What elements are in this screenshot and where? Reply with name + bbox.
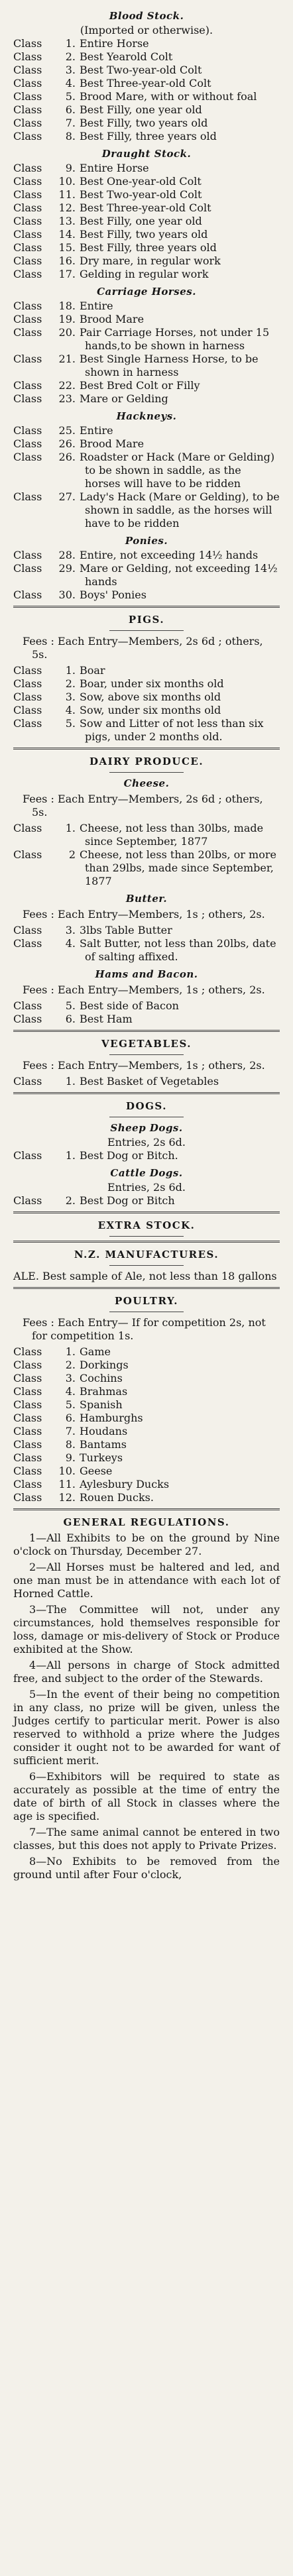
class-number: 8. xyxy=(65,130,76,142)
class-row xyxy=(13,1359,280,1372)
class-description: Best Dog or Bitch xyxy=(80,1194,175,1207)
class-label: Class xyxy=(13,392,42,405)
class-description: Game xyxy=(80,1345,111,1358)
schedule-section xyxy=(13,285,280,406)
class-row xyxy=(13,1385,280,1398)
schedule-section xyxy=(13,1241,280,1283)
class-row xyxy=(13,392,280,406)
class-label: Class xyxy=(13,64,42,76)
class-description: Aylesbury Ducks xyxy=(80,1478,170,1490)
class-label: Class xyxy=(13,490,42,503)
class-description: Brood Mare, with or without foal xyxy=(80,90,257,103)
class-label: Class xyxy=(13,1359,42,1371)
class-row xyxy=(13,937,280,964)
class-label: Class xyxy=(13,1478,42,1490)
class-description: Entire Horse xyxy=(80,37,149,50)
schedule-section xyxy=(13,1121,280,1162)
section-heading: VEGETABLES. xyxy=(101,1038,192,1050)
class-description: Best Filly, two years old xyxy=(80,228,208,241)
class-number: 10. xyxy=(58,1465,76,1477)
class-number: 26. xyxy=(58,451,76,463)
class-number: 13. xyxy=(58,215,76,227)
class-number: 15. xyxy=(58,241,76,254)
entry-fees: Fees : Each Entry—Members, 2s 6d ; others, 5s. xyxy=(23,793,263,818)
schedule-section xyxy=(13,892,280,964)
class-number: 9. xyxy=(65,162,76,174)
class-number: 30. xyxy=(58,588,76,601)
class-number: 3. xyxy=(65,691,76,703)
class-number: 22. xyxy=(58,379,76,392)
section-note: (Imported or otherwise). xyxy=(80,24,213,36)
class-number: 19. xyxy=(58,313,76,325)
class-label: Class xyxy=(13,1149,42,1162)
class-row xyxy=(13,704,280,717)
class-row xyxy=(13,677,280,691)
class-label: Class xyxy=(13,1194,42,1207)
class-row xyxy=(13,188,280,201)
heading-rule xyxy=(109,1054,184,1055)
entry-fees: Fees : Each Entry— If for competition 2s, not for competition 1s. xyxy=(23,1316,266,1342)
class-row xyxy=(13,1478,280,1491)
class-row xyxy=(13,490,280,530)
subsection-heading: Ponies. xyxy=(125,535,168,547)
class-description: Roadster or Hack (Mare or Gelding) to be shown in saddle, as the horses will have to be ridden xyxy=(80,451,275,490)
class-row xyxy=(13,201,280,215)
subsection-heading: Butter. xyxy=(125,893,168,905)
class-label: Class xyxy=(13,848,42,861)
class-row xyxy=(13,717,280,744)
subsection-heading: Blood Stock. xyxy=(109,10,184,22)
class-description: Rouen Ducks. xyxy=(80,1491,154,1504)
class-number: 1. xyxy=(65,1345,76,1358)
class-number: 1. xyxy=(65,37,76,50)
class-description: Best Bred Colt or Filly xyxy=(80,379,200,392)
regulation-paragraph: 4—All persons in charge of Stock admitted free, and subject to the order of the Stewards. xyxy=(13,1659,280,1685)
class-label: Class xyxy=(13,704,42,716)
class-label: Class xyxy=(13,215,42,227)
class-row xyxy=(13,117,280,130)
class-description: Cheese, not less than 30lbs, made since September, 1877 xyxy=(80,822,264,848)
class-label: Class xyxy=(13,562,42,575)
class-number: 21. xyxy=(58,353,76,365)
section-heading: POULTRY. xyxy=(115,1295,178,1307)
class-label: Class xyxy=(13,313,42,325)
class-number: 2. xyxy=(65,1194,76,1207)
class-row xyxy=(13,130,280,143)
class-row xyxy=(13,1372,280,1385)
class-label: Class xyxy=(13,677,42,690)
section-rule xyxy=(13,1508,280,1510)
class-label: Class xyxy=(13,1398,42,1411)
class-description: Brood Mare xyxy=(80,437,145,450)
class-description: Boys' Ponies xyxy=(80,588,146,601)
subsection-heading: Sheep Dogs. xyxy=(110,1122,183,1134)
class-row xyxy=(13,1491,280,1504)
general-regulations xyxy=(13,1508,280,1881)
subsection-heading: Hams and Bacon. xyxy=(95,968,198,980)
regulation-paragraph: 1—All Exhibits to be on the ground by Nine o'clock on Thursday, December 27. xyxy=(13,1532,280,1557)
class-number: 11. xyxy=(58,188,76,201)
class-number: 2 xyxy=(68,848,76,861)
section-rule xyxy=(13,748,280,750)
class-number: 1. xyxy=(65,1075,76,1088)
class-label: Class xyxy=(13,353,42,365)
class-label: Class xyxy=(13,1075,42,1088)
section-rule xyxy=(13,1287,280,1289)
class-row xyxy=(13,103,280,117)
class-number: 28. xyxy=(58,549,76,561)
section-heading: N.Z. MANUFACTURES. xyxy=(74,1249,219,1260)
class-row xyxy=(13,37,280,50)
class-number: 3. xyxy=(65,1372,76,1384)
class-number: 12. xyxy=(58,1491,76,1504)
class-description: Best Filly, three years old xyxy=(80,241,217,254)
class-row xyxy=(13,1075,280,1088)
class-label: Class xyxy=(13,254,42,267)
schedule-section xyxy=(13,1166,280,1207)
class-description: Entire Horse xyxy=(80,162,149,174)
class-number: 3. xyxy=(65,924,76,936)
section-note: Entries, 2s 6d. xyxy=(107,1181,186,1194)
class-label: Class xyxy=(13,117,42,129)
class-label: Class xyxy=(13,1465,42,1477)
section-heading: DAIRY PRODUCE. xyxy=(89,756,204,767)
class-number: 4. xyxy=(65,1385,76,1398)
class-description: Hamburghs xyxy=(80,1412,143,1424)
class-label: Class xyxy=(13,50,42,63)
class-row xyxy=(13,1412,280,1425)
schedule-section xyxy=(13,748,280,773)
schedule-section xyxy=(13,1287,280,1504)
schedule-section xyxy=(13,1211,280,1237)
entry-fees: Fees : Each Entry—Members, 1s ; others, 2s. xyxy=(23,908,265,921)
class-number: 12. xyxy=(58,201,76,214)
class-description: Geese xyxy=(80,1465,113,1477)
class-number: 1. xyxy=(65,822,76,834)
class-row xyxy=(13,268,280,281)
class-description: Sow, above six months old xyxy=(80,691,221,703)
class-label: Class xyxy=(13,1438,42,1451)
class-number: 23. xyxy=(58,392,76,405)
class-number: 18. xyxy=(58,300,76,312)
class-description: Brahmas xyxy=(80,1385,128,1398)
heading-rule xyxy=(109,1265,184,1266)
class-label: Class xyxy=(13,1451,42,1464)
class-row xyxy=(13,254,280,268)
class-label: Class xyxy=(13,822,42,834)
class-description: Best Filly, one year old xyxy=(80,215,202,227)
class-description: Gelding in regular work xyxy=(80,268,209,280)
class-description: Best side of Bacon xyxy=(80,999,179,1012)
class-label: Class xyxy=(13,268,42,280)
class-label: Class xyxy=(13,201,42,214)
subsection-heading: Hackneys. xyxy=(116,410,177,422)
class-label: Class xyxy=(13,103,42,116)
class-label: Class xyxy=(13,90,42,103)
class-description: Boar xyxy=(80,664,105,677)
class-description: Best Yearold Colt xyxy=(80,50,173,63)
heading-rule xyxy=(109,1236,184,1237)
subsection-heading: Carriage Horses. xyxy=(97,286,196,298)
class-description: Bantams xyxy=(80,1438,127,1451)
class-number: 11. xyxy=(58,1478,76,1490)
class-row xyxy=(13,175,280,188)
schedule-section xyxy=(13,147,280,281)
class-row xyxy=(13,90,280,103)
class-description: Best Filly, three years old xyxy=(80,130,217,142)
class-row xyxy=(13,162,280,175)
subsection-heading: Cattle Dogs. xyxy=(110,1167,183,1179)
class-description: Best Single Harness Horse, to be shown in harness xyxy=(80,353,259,378)
class-row xyxy=(13,228,280,241)
schedule-section xyxy=(13,1092,280,1117)
section-rule xyxy=(13,1030,280,1032)
class-row xyxy=(13,300,280,313)
section-heading: EXTRA STOCK. xyxy=(97,1219,196,1231)
class-label: Class xyxy=(13,717,42,730)
class-label: Class xyxy=(13,300,42,312)
class-row xyxy=(13,562,280,588)
class-row xyxy=(13,691,280,704)
class-description: Cheese, not less than 20lbs, or more than 29lbs, made since September, 1877 xyxy=(80,848,276,887)
class-description: Best Basket of Vegetables xyxy=(80,1075,219,1088)
class-number: 6. xyxy=(65,103,76,116)
class-description: Best Two-year-old Colt xyxy=(80,64,202,76)
schedule-section xyxy=(13,777,280,888)
class-label: Class xyxy=(13,1372,42,1384)
class-description: Best Filly, two years old xyxy=(80,117,208,129)
class-label: Class xyxy=(13,130,42,142)
section-rule xyxy=(13,1241,280,1243)
class-number: 1. xyxy=(65,1149,76,1162)
class-number: 5. xyxy=(65,999,76,1012)
class-description: Lady's Hack (Mare or Gelding), to be shown in saddle, as the horses will have to be ridden xyxy=(80,490,280,530)
class-description: Spanish xyxy=(80,1398,123,1411)
class-label: Class xyxy=(13,937,42,950)
section-note: Entries, 2s 6d. xyxy=(107,1136,186,1148)
class-description: Best Ham xyxy=(80,1013,133,1025)
schedule-section xyxy=(13,968,280,1026)
regulations-heading: GENERAL REGULATIONS. xyxy=(63,1516,230,1528)
class-row xyxy=(13,1438,280,1451)
class-label: Class xyxy=(13,424,42,437)
class-row xyxy=(13,588,280,602)
class-row xyxy=(13,549,280,562)
class-number: 4. xyxy=(65,704,76,716)
entry-fees: Fees : Each Entry—Members, 1s ; others, 2s. xyxy=(23,983,265,996)
class-description: Best One-year-old Colt xyxy=(80,175,202,188)
class-description: Entire, not exceeding 14½ hands xyxy=(80,549,259,561)
class-row xyxy=(13,326,280,353)
class-row xyxy=(13,848,280,888)
class-label: Class xyxy=(13,588,42,601)
class-number: 6. xyxy=(65,1412,76,1424)
section-heading: DOGS. xyxy=(126,1100,167,1112)
regulation-paragraph: 5—In the event of their being no competition in any class, no prize will be given, unless the Judges certify to particular merit. Power is also reserved to withhold a prize where the Judges consider it ought not to be awarded for want of sufficient merit. xyxy=(13,1688,280,1767)
class-row xyxy=(13,241,280,254)
class-number: 2. xyxy=(65,50,76,63)
class-number: 27. xyxy=(58,490,76,503)
class-number: 7. xyxy=(65,117,76,129)
ale-entry: ALE. Best sample of Ale, not less than 18 gallons xyxy=(13,1270,277,1282)
class-row xyxy=(13,1194,280,1207)
class-label: Class xyxy=(13,1385,42,1398)
class-description: Entire xyxy=(80,424,113,437)
schedule-section xyxy=(13,606,280,744)
class-row xyxy=(13,1149,280,1162)
class-number: 1. xyxy=(65,664,76,677)
subsection-heading: Draught Stock. xyxy=(101,148,192,160)
class-row xyxy=(13,50,280,64)
class-label: Class xyxy=(13,1013,42,1025)
class-row xyxy=(13,1398,280,1412)
regulation-paragraph: 8—No Exhibits to be removed from the ground until after Four o'clock, xyxy=(13,1855,280,1881)
class-row xyxy=(13,1345,280,1359)
class-number: 2. xyxy=(65,677,76,690)
class-label: Class xyxy=(13,188,42,201)
class-label: Class xyxy=(13,549,42,561)
class-row xyxy=(13,1013,280,1026)
class-number: 14. xyxy=(58,228,76,241)
class-number: 5. xyxy=(65,717,76,730)
class-number: 20. xyxy=(58,326,76,339)
class-number: 2. xyxy=(65,1359,76,1371)
class-description: Mare or Gelding, not exceeding 14½ hands xyxy=(80,562,278,588)
class-description: Best Filly, one year old xyxy=(80,103,202,116)
class-row xyxy=(13,664,280,677)
class-label: Class xyxy=(13,228,42,241)
class-row xyxy=(13,1451,280,1465)
section-rule xyxy=(13,1092,280,1094)
class-row xyxy=(13,77,280,90)
class-description: Houdans xyxy=(80,1425,128,1437)
class-number: 3. xyxy=(65,64,76,76)
schedule-section xyxy=(13,1030,280,1088)
class-number: 9. xyxy=(65,1451,76,1464)
regulation-paragraph: 6—Exhibitors will be required to state as accurately as possible at the time of entry the date of birth of all Stock in classes where the age is specified. xyxy=(13,1770,280,1822)
class-description: Best Dog or Bitch. xyxy=(80,1149,178,1162)
class-description: Sow, under six months old xyxy=(80,704,221,716)
class-number: 5. xyxy=(65,1398,76,1411)
class-number: 17. xyxy=(58,268,76,280)
class-label: Class xyxy=(13,379,42,392)
heading-rule xyxy=(109,772,184,773)
class-description: Entire xyxy=(80,300,113,312)
class-description: Best Three-year-old Colt xyxy=(80,201,211,214)
regulation-paragraph: 7—The same animal cannot be entered in two classes, but this does not apply to Private Prizes. xyxy=(13,1826,280,1852)
class-label: Class xyxy=(13,37,42,50)
class-description: Boar, under six months old xyxy=(80,677,224,690)
class-number: 10. xyxy=(58,175,76,188)
class-label: Class xyxy=(13,326,42,339)
class-row xyxy=(13,379,280,392)
class-row xyxy=(13,313,280,326)
class-number: 29. xyxy=(58,562,76,575)
class-row xyxy=(13,924,280,937)
entry-fees: Fees : Each Entry—Members, 1s ; others, 2s. xyxy=(23,1059,265,1072)
section-rule xyxy=(13,1211,280,1213)
class-number: 25. xyxy=(58,424,76,437)
class-number: 7. xyxy=(65,1425,76,1437)
class-label: Class xyxy=(13,664,42,677)
schedule-section xyxy=(13,534,280,602)
class-description: Mare or Gelding xyxy=(80,392,168,405)
class-description: Best Two-year-old Colt xyxy=(80,188,202,201)
class-label: Class xyxy=(13,1345,42,1358)
class-description: Sow and Litter of not less than six pigs, under 2 months old. xyxy=(80,717,264,743)
class-row xyxy=(13,64,280,77)
class-label: Class xyxy=(13,1412,42,1424)
class-label: Class xyxy=(13,691,42,703)
section-heading: PIGS. xyxy=(128,614,165,626)
class-description: Pair Carriage Horses, not under 15 hands,to be shown in harness xyxy=(80,326,270,352)
class-number: 6. xyxy=(65,1013,76,1025)
class-description: Dorkings xyxy=(80,1359,129,1371)
class-number: 4. xyxy=(65,77,76,89)
class-number: 8. xyxy=(65,1438,76,1451)
class-description: Brood Mare xyxy=(80,313,145,325)
class-number: 4. xyxy=(65,937,76,950)
schedule-section xyxy=(13,9,280,143)
class-number: 5. xyxy=(65,90,76,103)
regulation-paragraph: 2—All Horses must be haltered and led, and one man must be in attendance with each lot of Horned Cattle. xyxy=(13,1561,280,1600)
class-number: 16. xyxy=(58,254,76,267)
regulation-paragraph: 3—The Committee will not, under any circumstances, hold themselves responsible for loss, damage or mis-delivery of Stock or Produce exhibited at the Show. xyxy=(13,1603,280,1655)
class-description: Salt Butter, not less than 20lbs, date of salting affixed. xyxy=(80,937,276,963)
class-description: Best Three-year-old Colt xyxy=(80,77,211,89)
class-label: Class xyxy=(13,451,42,463)
class-description: Cochins xyxy=(80,1372,123,1384)
class-label: Class xyxy=(13,924,42,936)
entry-fees: Fees : Each Entry—Members, 2s 6d ; others, 5s. xyxy=(23,635,263,661)
class-label: Class xyxy=(13,77,42,89)
class-label: Class xyxy=(13,437,42,450)
class-row xyxy=(13,451,280,490)
subsection-heading: Cheese. xyxy=(123,777,170,789)
class-row xyxy=(13,424,280,437)
class-label: Class xyxy=(13,1491,42,1504)
class-description: 3lbs Table Butter xyxy=(80,924,172,936)
class-row xyxy=(13,822,280,848)
heading-rule xyxy=(109,630,184,631)
class-label: Class xyxy=(13,1425,42,1437)
class-description: Turkeys xyxy=(80,1451,123,1464)
class-label: Class xyxy=(13,175,42,188)
class-row xyxy=(13,1465,280,1478)
class-row xyxy=(13,437,280,451)
class-label: Class xyxy=(13,999,42,1012)
section-rule xyxy=(13,606,280,608)
class-label: Class xyxy=(13,162,42,174)
class-row xyxy=(13,215,280,228)
class-row xyxy=(13,1425,280,1438)
class-number: 26. xyxy=(58,437,76,450)
schedule-section xyxy=(13,410,280,530)
class-row xyxy=(13,999,280,1013)
class-row xyxy=(13,353,280,379)
class-description: Dry mare, in regular work xyxy=(80,254,221,267)
class-label: Class xyxy=(13,241,42,254)
